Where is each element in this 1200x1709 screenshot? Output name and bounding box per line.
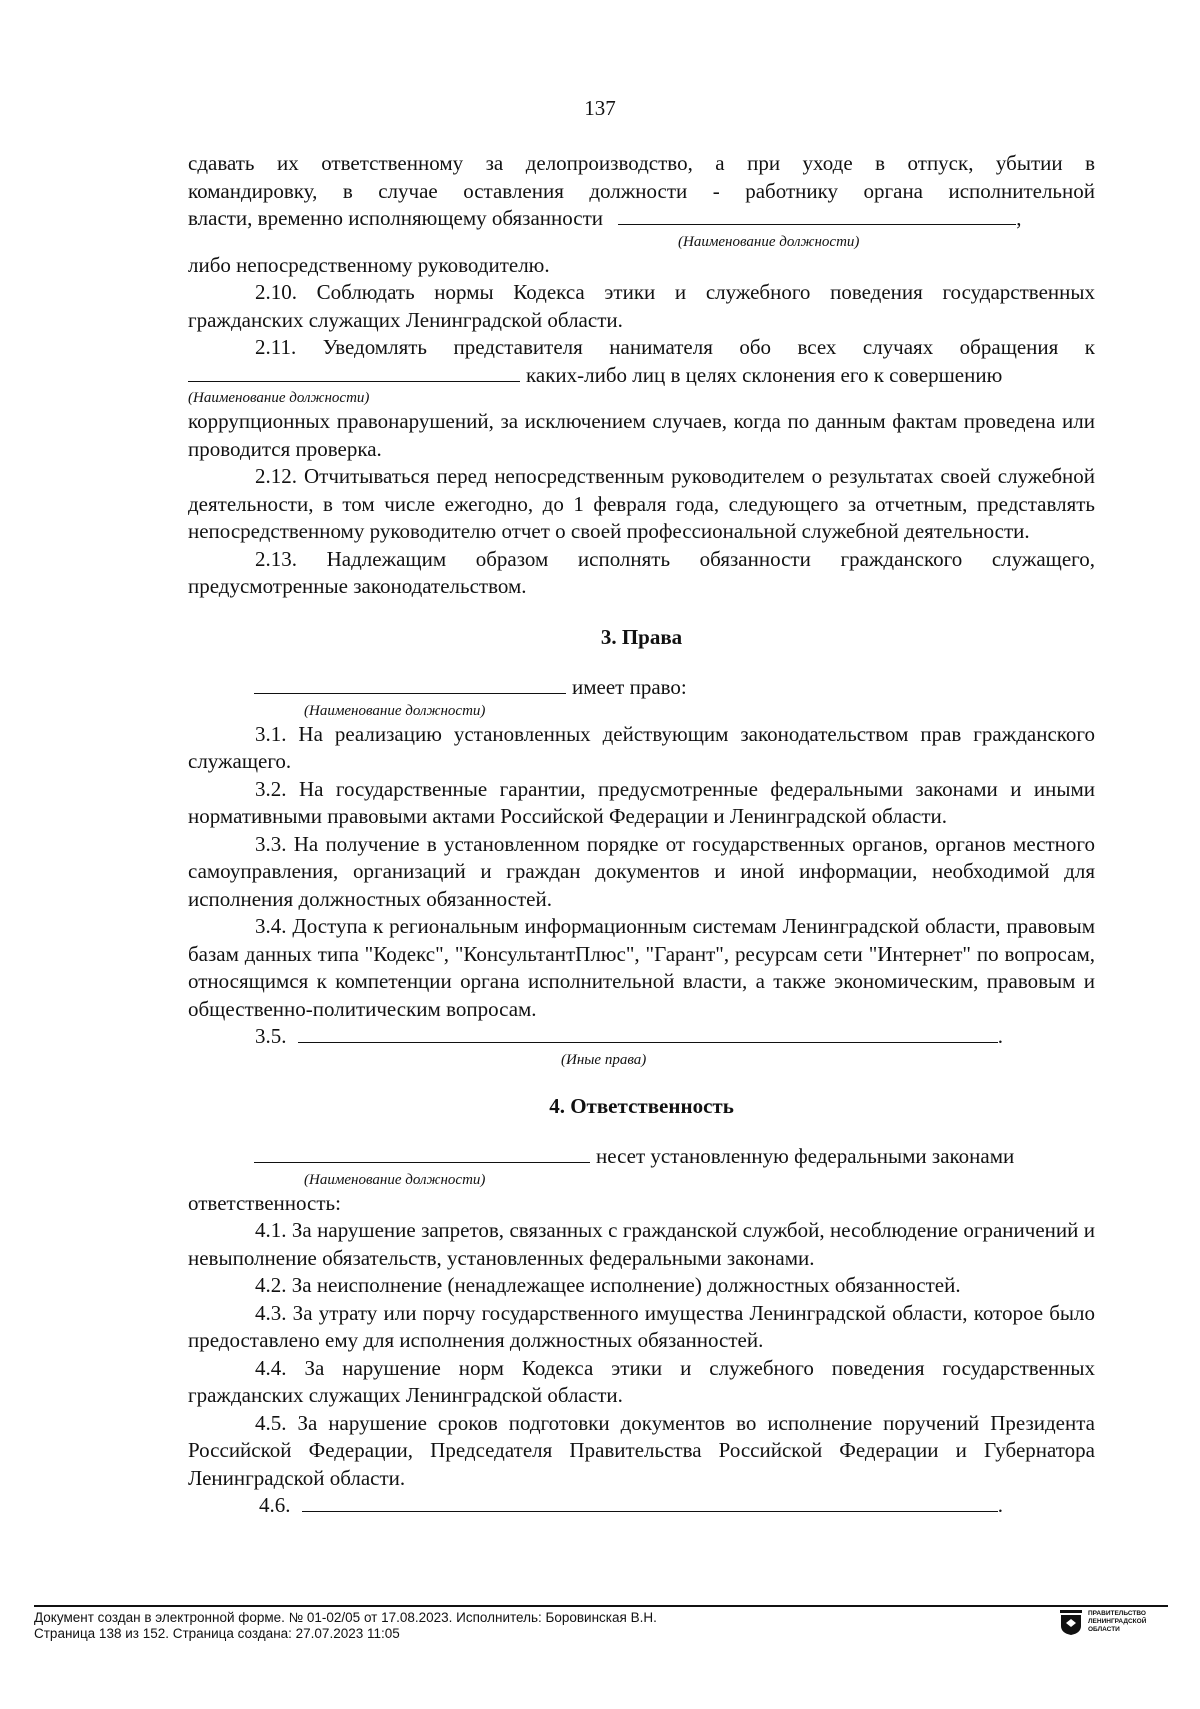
logo-line-3: ОБЛАСТИ <box>1088 1626 1120 1633</box>
paragraph-4-5: 4.5. За нарушение сроков подготовки документов во исполнение поручений Президента Российской Федерации, Председателя Правительства Российской Федерации и Губернатора Ленинградской области. <box>188 1410 1095 1490</box>
paragraph-3-1: 3.1. На реализацию установленных действующим законодательством прав гражданского служащего. <box>188 721 1095 773</box>
logo-line-2: ЛЕНИНГРАДСКОЙ <box>1088 1618 1147 1625</box>
footer-stamp <box>34 1610 657 1642</box>
paragraph-4-6 <box>188 1492 1095 1520</box>
position-hint: (Наименование должности) <box>304 1171 486 1188</box>
paragraph-2-9-text: власти, временно исполняющему обязанности <box>188 206 604 230</box>
logo-caption <box>1088 1610 1146 1634</box>
section-4-intro <box>188 1143 1095 1171</box>
section-3-intro <box>188 674 1095 702</box>
section-3-intro-text: имеет право: <box>572 675 687 699</box>
paragraph-2-11-line-2 <box>188 362 1095 390</box>
paragraph-3-3: 3.3. На получение в установленном порядке от государственных органов, органов местного самоуправления, организаций и граждан документов и иной информации, необходимой для исполнения должностных обязанностей. <box>188 831 1095 911</box>
section-4-title: 4. Ответственность <box>549 1093 734 1118</box>
paragraph-2-12: 2.12. Отчитываться перед непосредственным руководителем о результатах своей служебной деятельности, в том числе ежегодно, до 1 февраля года, следующего за отчетным, представлять непосредственному руководителю отчет о своей профессиональной служебной деятельности. <box>188 464 1095 543</box>
comma: , <box>1016 206 1022 230</box>
position-blank <box>254 1143 590 1163</box>
logo-line-1: ПРАВИТЕЛЬСТВО <box>1088 1610 1146 1617</box>
section-3-title: 3. Права <box>600 624 683 649</box>
position-hint: (Наименование должности) <box>188 390 370 406</box>
coat-of-arms-icon <box>1060 1610 1082 1636</box>
footer-line-1: Документ создан в электронной форме. № 01-02/05 от 17.08.2023. Исполнитель: Боровинская В.Н. <box>34 1610 657 1625</box>
paragraph-4-3: 4.3. За утрату или порчу государственного имущества Ленинградской области, которое было предоставлено ему для исполнения должностных обязанностей. <box>188 1300 1095 1352</box>
paragraph-3-5 <box>188 1023 1095 1051</box>
position-blank <box>618 205 1016 225</box>
government-logo <box>1060 1610 1146 1636</box>
paragraph-2-9-line-3 <box>188 205 1095 233</box>
paragraph-4-4: 4.4. За нарушение норм Кодекса этики и служебного поведения государственных гражданских служащих Ленинградской области. <box>188 1355 1095 1407</box>
paragraph-4-1: 4.1. За нарушение запретов, связанных с гражданской службой, несоблюдение ограничений и невыполнение обязательств, установленных федеральными законами. <box>188 1218 1095 1270</box>
paragraph-3-4: 3.4. Доступа к региональным информационным системам Ленинградской области, правовым базам данных типа "Кодекс", "КонсультантПлюс", "Гарант", ресурсам сети "Интернет" по вопросам, относящимся к компетенции органа исполнительной власти, а также экономическим, правовым и общественно-политическим вопросам. <box>188 914 1095 1021</box>
paragraph-2-9-line-2: командировку, в случае оставления должности - работнику органа исполнительной <box>188 178 1095 203</box>
paragraph-4-6-number: 4.6. <box>259 1493 291 1517</box>
paragraph-3-5-number: 3.5. <box>255 1024 287 1048</box>
position-blank <box>254 674 566 694</box>
period: . <box>997 1024 1003 1048</box>
other-liability-blank <box>302 1492 998 1512</box>
paragraph-2-11-cont: коррупционных правонарушений, за исключением случаев, когда по данным фактам проведена или проводится проверка. <box>188 409 1095 461</box>
paragraph-2-11-text: каких-либо лиц в целях склонения его к совершению <box>526 362 1003 387</box>
other-rights-blank <box>298 1023 998 1043</box>
paragraph-2-9-cont: либо непосредственному руководителю. <box>188 252 550 277</box>
paragraph-2-11-line-1: 2.11. Уведомлять представителя нанимателя обо всех случаях обращения к <box>255 335 1095 359</box>
period: . <box>997 1493 1003 1517</box>
document-body <box>188 150 1095 1520</box>
section-4-intro-cont: ответственность: <box>188 1190 341 1215</box>
paragraph-2-13: 2.13. Надлежащим образом исполнять обязанности гражданского служащего, предусмотренные законодательством. <box>188 546 1095 598</box>
position-hint: (Наименование должности) <box>304 702 486 719</box>
paragraph-2-10: 2.10. Соблюдать нормы Кодекса этики и служебного поведения государственных гражданских служащих Ленинградской области. <box>188 280 1095 332</box>
paragraph-2-9-line-1: сдавать их ответственному за делопроизводство, а при уходе в отпуск, убытии в <box>188 151 1095 175</box>
paragraph-4-2: 4.2. За неисполнение (ненадлежащее исполнение) должностных обязанностей. <box>255 1273 961 1297</box>
footer-line-2: Страница 138 из 152. Страница создана: 27.07.2023 11:05 <box>34 1626 400 1641</box>
footer-divider <box>34 1605 1168 1607</box>
other-rights-hint: (Иные права) <box>561 1051 647 1068</box>
position-hint: (Наименование должности) <box>678 233 860 250</box>
position-blank <box>188 362 520 382</box>
paragraph-3-2: 3.2. На государственные гарантии, предусмотренные федеральными законами и иными нормативными правовыми актами Российской Федерации и Ленинградской области. <box>188 776 1095 828</box>
page-number: 137 <box>584 96 616 120</box>
section-4-intro-text: несет установленную федеральными законами <box>596 1144 1015 1168</box>
